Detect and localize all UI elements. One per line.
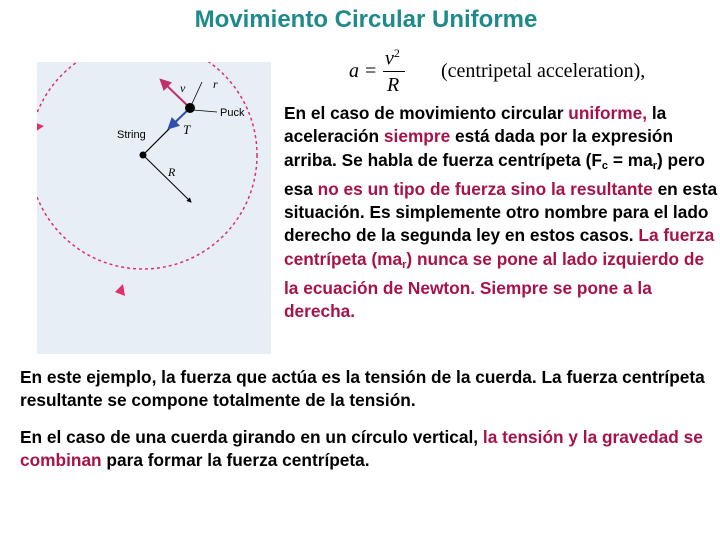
circular-path xyxy=(37,62,257,269)
equation-numerator xyxy=(385,46,400,71)
label-v: v xyxy=(180,81,186,95)
equation-equals: = xyxy=(365,60,377,82)
page-title: Movimiento Circular Uniforme xyxy=(194,6,538,33)
circular-motion-diagram xyxy=(37,62,271,354)
subscript-r: r xyxy=(402,258,407,271)
centripetal-equation xyxy=(345,42,705,100)
label-R: R xyxy=(168,165,176,179)
subscript-r: r xyxy=(652,159,657,172)
equation-lhs: a xyxy=(349,60,359,82)
text-span: En el caso de una cuerda girando en un círculo vertical, xyxy=(20,427,483,447)
paragraph-uniform-motion xyxy=(284,102,720,324)
highlight-centripeta: La fuerza centrípeta (ma xyxy=(284,225,715,269)
label-T: T xyxy=(183,122,191,137)
text-span: ) pero esa xyxy=(284,149,705,199)
highlight-uniforme: uniforme, xyxy=(568,103,648,123)
equation-exponent: 2 xyxy=(393,46,400,60)
text-span: = ma xyxy=(608,149,653,170)
label-puck: Puck xyxy=(220,107,245,119)
highlight-tension-gravedad: la tensión y la gravedad se combinan xyxy=(20,427,703,471)
subscript-c: c xyxy=(601,159,609,172)
puck xyxy=(185,103,195,113)
equation-label: (centripetal acceleration), xyxy=(441,60,646,82)
text-span: la aceleración xyxy=(284,103,667,147)
highlight-resultante: no es un tipo de fuerza sino la resultante xyxy=(317,178,653,199)
center-point xyxy=(140,152,147,159)
text-span: está dada por la expresión arriba. Se habla de fuerza centrípeta (F xyxy=(284,126,674,170)
equation-v: v xyxy=(385,47,394,70)
paragraph-vertical-circle xyxy=(20,426,710,473)
text-span: en esta situación. Es simplemente otro nombre para el lado derecho de la segunda ley en estos casos. xyxy=(284,178,718,246)
label-r: r xyxy=(213,77,218,91)
text-span: para formar la fuerza centrípeta. xyxy=(101,450,370,471)
puck-label-line xyxy=(193,110,217,112)
fraction-bar xyxy=(383,71,405,72)
path-direction-arrow-left xyxy=(37,122,44,132)
highlight-siempre: siempre xyxy=(383,126,451,147)
radius-R-line xyxy=(143,155,191,202)
highlight-derecha: ) nunca se pone al lado izquierdo de la ecuación de Newton. Siempre se pone a la derecha. xyxy=(284,248,705,322)
equation-denominator: R xyxy=(387,74,400,96)
text-span: En el caso de movimiento circular xyxy=(284,103,569,123)
circular-motion-figure xyxy=(37,62,271,354)
paragraph-tension-example: En este ejemplo, la fuerza que actúa es la tensión de la cuerda. La fuerza centrípeta resultante se compone totalmente de la tensión. xyxy=(20,367,705,411)
label-string: String xyxy=(117,129,146,141)
path-direction-arrow-bottom xyxy=(115,284,125,296)
velocity-arrow xyxy=(161,80,190,108)
